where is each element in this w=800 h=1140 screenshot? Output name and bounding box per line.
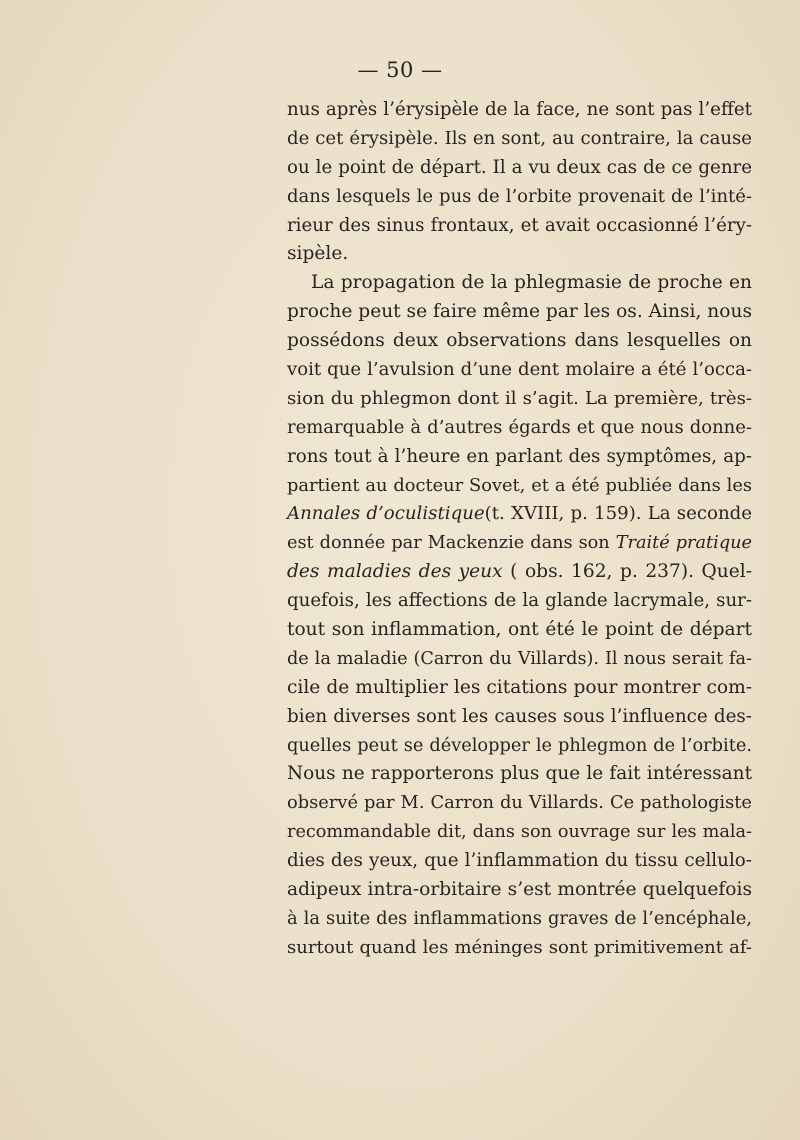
text-segment: adipeux intra-orbitaire s’est montrée quelquefois [287, 879, 752, 901]
text-line [287, 414, 752, 443]
text-line [287, 385, 752, 414]
text-segment: Nous ne rapporterons plus que le fait intéressant [287, 763, 752, 785]
text-line [287, 327, 752, 356]
text-line [287, 472, 752, 501]
text-line [287, 587, 752, 616]
italic-title: Annales d’oculistique [287, 503, 485, 525]
text-line [287, 934, 752, 963]
text-segment: rons tout à l’heure en parlant des symptômes, ap- [287, 445, 752, 467]
body-text [287, 96, 752, 963]
text-segment: dans lesquels le pus de l’orbite provenait de l’inté- [287, 185, 752, 207]
text-line [287, 616, 752, 645]
text-segment: quelles peut se développer le phlegmon de l’orbite. [287, 735, 752, 756]
text-line [287, 125, 752, 154]
text-line [287, 558, 752, 587]
text-line [287, 732, 752, 761]
text-line [287, 240, 752, 269]
text-segment: remarquable à d’autres égards et que nous donne- [287, 416, 752, 438]
italic-title: Traité pratique [615, 533, 753, 554]
text-segment: nus après l’érysipèle de la face, ne sont pas l’effet [287, 99, 752, 120]
text-segment: cile de multiplier les citations pour montrer com- [287, 676, 752, 698]
text-line [287, 876, 752, 905]
text-segment: est donnée par Mackenzie dans son [287, 533, 616, 554]
text-line [287, 760, 752, 789]
text-segment: dies des yeux, que l’inflammation du tissu cellulo- [287, 850, 752, 872]
text-segment: quefois, les affections de la glande lacrymale, sur- [287, 590, 752, 612]
text-line [287, 529, 752, 558]
text-segment: sipèle. [287, 243, 349, 265]
text-segment: ( obs. 162, p. 237). Quel- [502, 561, 752, 583]
text-segment: de la maladie (Carron du Villards). Il nous serait fa- [287, 648, 752, 669]
text-line [287, 183, 752, 212]
text-segment: ou le point de départ. Il a vu deux cas de ce genre [287, 156, 752, 178]
text-segment: proche peut se faire même par les os. Ainsi, nous [287, 301, 752, 323]
text-line [287, 269, 752, 298]
text-segment: voit que l’avulsion d’une dent molaire a été l’occa- [287, 359, 752, 381]
italic-title: des maladies des yeux [287, 561, 503, 583]
text-line [287, 154, 752, 183]
text-line [287, 789, 752, 818]
text-segment: de cet érysipèle. Ils en sont, au contraire, la cause [287, 127, 752, 149]
text-segment: bien diverses sont les causes sous l’influence des- [287, 705, 752, 727]
text-line [287, 212, 752, 241]
text-segment: recommandable dit, dans son ouvrage sur les mala- [287, 822, 752, 843]
text-line [287, 818, 752, 847]
text-segment: possédons deux observations dans lesquelles on [287, 330, 752, 352]
page-number: — 50 — [357, 58, 443, 82]
text-segment: surtout quand les méninges sont primitivement af- [287, 936, 752, 958]
text-segment: partient au docteur Sovet, et a été publiée dans les [287, 474, 752, 496]
text-line [287, 847, 752, 876]
text-segment: (t. XVIII, p. 159). La seconde [484, 503, 753, 525]
text-line [287, 500, 752, 529]
text-segment: tout son inflammation, ont été le point de départ [287, 619, 752, 641]
text-line [287, 96, 752, 125]
text-segment: à la suite des inflammations graves de l’encéphale, [287, 907, 752, 929]
text-segment: observé par M. Carron du Villards. Ce pathologiste [287, 792, 752, 814]
text-line [287, 905, 752, 934]
text-segment: La propagation de la phlegmasie de proche en [311, 272, 752, 294]
text-segment: sion du phlegmon dont il s’agit. La première, très- [287, 387, 752, 409]
text-line [287, 356, 752, 385]
text-line [287, 645, 752, 674]
text-line [287, 443, 752, 472]
text-line [287, 298, 752, 327]
text-line [287, 674, 752, 703]
text-segment: rieur des sinus frontaux, et avait occasionné l’éry- [287, 214, 752, 236]
text-line [287, 703, 752, 732]
